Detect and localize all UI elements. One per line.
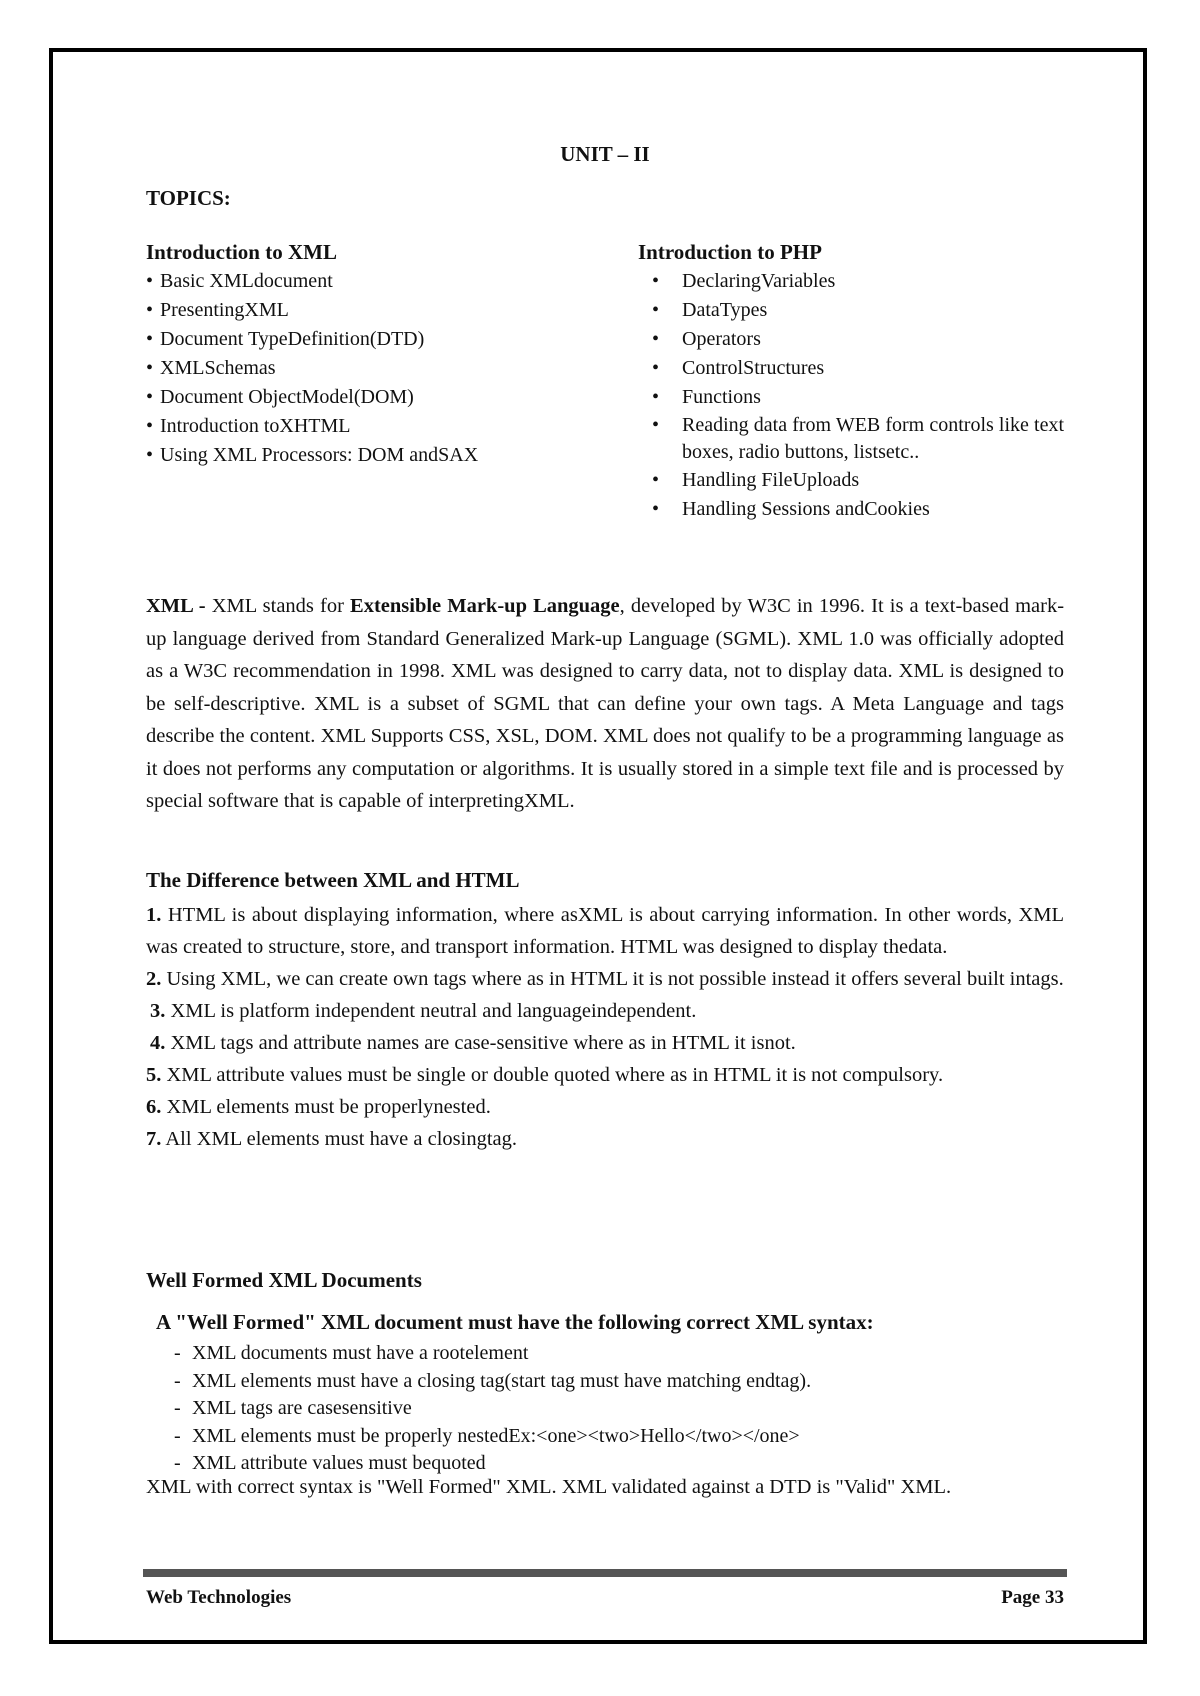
xml-intro-paragraph [146, 590, 1064, 818]
xml-bold-phrase: Extensible Mark-up Language [350, 595, 620, 617]
well-formed-summary: XML with correct syntax is "Well Formed" XML. XML validated against a DTD is "Valid" XML. [146, 1476, 952, 1498]
list-item: • Handling FileUploads [638, 466, 1064, 495]
footer-course-title: Web Technologies [146, 1587, 292, 1608]
item-number: 1. [146, 904, 162, 926]
xml-topics-heading: Introduction to XML [146, 240, 337, 264]
list-item: • Basic XMLdocument [146, 267, 616, 296]
list-item: • Using XML Processors: DOM andSAX [146, 441, 616, 470]
xml-intro-text-1: XML stands for [205, 595, 351, 617]
list-item: • Handling Sessions andCookies [638, 495, 1064, 524]
list-item: - XML elements must have a closing tag(start tag must have matching endtag). [174, 1368, 811, 1396]
list-item: - XML attribute values must bequoted [174, 1450, 811, 1478]
list-item: - XML elements must be properly nestedEx:<one><two>Hello</two></one> [174, 1423, 811, 1451]
footer-divider [143, 1569, 1067, 1577]
item-number: 4. [150, 1032, 166, 1054]
list-item: • Operators [638, 325, 1064, 354]
well-formed-rules [174, 1340, 811, 1478]
list-item: - XML documents must have a rootelement [174, 1340, 811, 1368]
unit-title: UNIT – II [560, 142, 650, 166]
footer-page-number: Page 33 [1001, 1587, 1064, 1608]
list-item [146, 1091, 1064, 1123]
item-text: All XML elements must have a closingtag. [161, 1128, 518, 1150]
list-item [146, 963, 1064, 995]
list-item: • ControlStructures [638, 354, 1064, 383]
list-item: • Reading data from WEB form controls like text boxes, radio buttons, listsetc.. [638, 412, 1064, 466]
list-item: • Functions [638, 383, 1064, 412]
list-item: • DeclaringVariables [638, 267, 1064, 296]
item-text: HTML is about displaying information, where asXML is about carrying information. In other words, XML was created to structure, store, and transport information. HTML was designed to display thedata. [146, 904, 1064, 958]
item-text: XML tags and attribute names are case-sensitive where as in HTML it isnot. [165, 1032, 796, 1054]
well-formed-subheading: A "Well Formed" XML document must have the following correct XML syntax: [156, 1310, 874, 1334]
item-text: XML elements must be properlynested. [161, 1096, 491, 1118]
php-topics-column [638, 238, 1064, 524]
item-text: Using XML, we can create own tags where as in HTML it is not possible instead it offers several built intags. [161, 968, 1064, 990]
page-footer [146, 1587, 1064, 1609]
list-item: - XML tags are casesensitive [174, 1395, 811, 1423]
list-item: • Document ObjectModel(DOM) [146, 383, 616, 412]
xml-intro-text-2: , developed by W3C in 1996. It is a text-based mark-up language derived from Standard Generalized Mark-up Language (SGML). XML 1.0 was officially adopted as a W3C recommendation in 1998. XML was designed to carry data, not to display data. XML is designed to be self-descriptive. XML is a subset of SGML that can define your own tags. A Meta Language and tags describe the content. XML Supports CSS, XSL, DOM. XML does not qualify to be a programming language as it does not performs any computation or algorithms. It is usually stored in a simple text file and is processed by special software that is capable of interpretingXML. [146, 595, 1065, 812]
item-number: 7. [146, 1128, 162, 1150]
php-topics-list [638, 267, 1064, 524]
list-item [146, 899, 1064, 963]
difference-heading: The Difference between XML and HTML [146, 868, 520, 892]
list-item: • Document TypeDefinition(DTD) [146, 325, 616, 354]
list-item: • DataTypes [638, 296, 1064, 325]
item-number: 6. [146, 1096, 162, 1118]
item-number: 5. [146, 1064, 162, 1086]
item-text: XML attribute values must be single or double quoted where as in HTML it is not compulsory. [161, 1064, 944, 1086]
item-number: 2. [146, 968, 162, 990]
php-topics-heading: Introduction to PHP [638, 240, 822, 264]
list-item [146, 995, 1064, 1027]
xml-topics-column [146, 238, 616, 470]
xml-term: XML - [146, 595, 206, 617]
list-item: • PresentingXML [146, 296, 616, 325]
xml-topics-list [146, 267, 616, 470]
list-item: • XMLSchemas [146, 354, 616, 383]
list-item [146, 1027, 1064, 1059]
list-item [146, 1123, 1064, 1155]
well-formed-heading: Well Formed XML Documents [146, 1268, 422, 1292]
item-text: XML is platform independent neutral and languageindependent. [165, 1000, 697, 1022]
difference-list [146, 899, 1064, 1155]
list-item [146, 1059, 1064, 1091]
topics-label: TOPICS: [146, 186, 231, 210]
list-item: • Introduction toXHTML [146, 412, 616, 441]
item-number: 3. [150, 1000, 166, 1022]
